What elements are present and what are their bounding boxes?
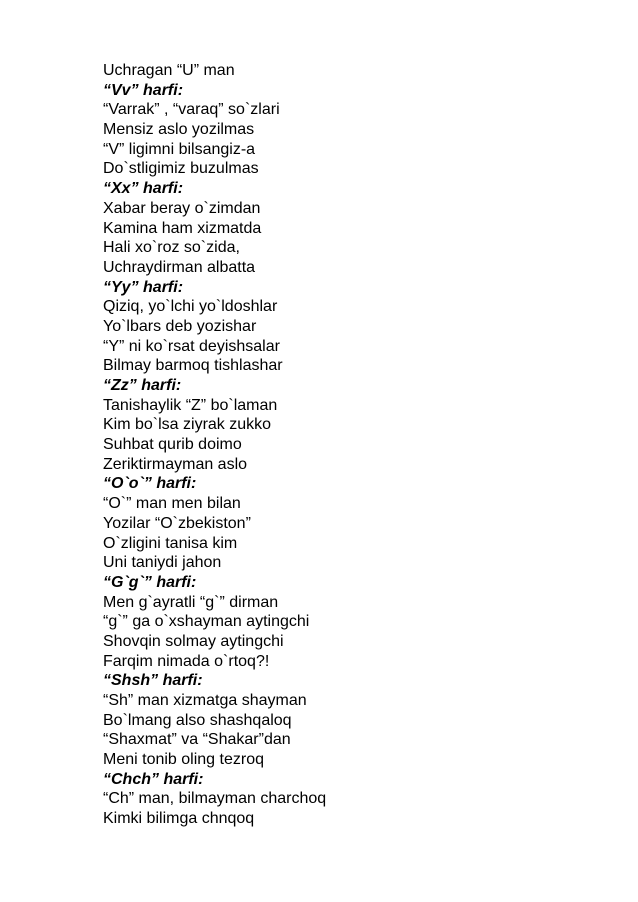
letter-heading: “G`g`” harfi:: [103, 573, 197, 591]
letter-heading: “Yy” harfi:: [103, 278, 184, 296]
poem-line: “V” ligimni bilsangiz-a: [103, 140, 256, 158]
poem-line: O`zligini tanisa kim: [103, 534, 238, 552]
poem-line: Men g`ayratli “g`” dirman: [103, 593, 279, 611]
poem-line: Uchragan “U” man: [103, 62, 235, 79]
poem-line: Kamina ham xizmatda: [103, 219, 262, 237]
letter-heading: “Vv” harfi:: [103, 81, 184, 99]
poem-line: Tanishaylik “Z” bo`laman: [103, 396, 278, 414]
poem-line: Xabar beray o`zimdan: [103, 199, 261, 217]
poem-line: “Varrak” , “varaq” so`zlari: [103, 101, 280, 119]
poem-line: “Y” ni ko`rsat deyishsalar: [103, 337, 280, 355]
poem-line: Kimki bilimga chnqoq: [103, 810, 255, 828]
poem-line: Qiziq, yo`lchi yo`ldoshlar: [103, 298, 278, 316]
letter-heading: “Shsh” harfi:: [103, 672, 203, 690]
poem-line: Bo`lmang also shashqaloq: [103, 711, 292, 729]
letter-heading: “Zz” harfi:: [103, 377, 182, 394]
poem-line: Farqim nimada o`rtoq?!: [103, 652, 270, 670]
poem-line: Uni taniydi jahon: [103, 554, 222, 572]
letter-heading: “O`o`” harfi:: [103, 475, 197, 493]
poem-line: Hali xo`roz so`zida,: [103, 239, 240, 257]
poem-line: “O`” man men bilan: [103, 495, 241, 513]
poem-line: Do`stligimiz buzulmas: [103, 160, 259, 178]
document-page: [103, 61, 603, 829]
poem-line: Yozilar “O`zbekiston”: [103, 514, 251, 532]
poem-line: Suhbat qurib doimo: [103, 436, 242, 454]
poem-line: Mensiz aslo yozilmas: [103, 121, 255, 139]
letter-heading: “Chch” harfi:: [103, 770, 204, 788]
poem-line: “Ch” man, bilmayman charchoq: [103, 790, 327, 808]
poem-line: Shovqin solmay aytingchi: [103, 632, 284, 650]
poem-line: “Shaxmat” va “Shakar”dan: [103, 731, 291, 749]
poem-line: Bilmay barmoq tishlashar: [103, 357, 283, 375]
letter-heading: “Xx” harfi:: [103, 180, 184, 198]
poem-line: Yo`lbars deb yozishar: [103, 317, 257, 335]
poem-line: Meni tonib oling tezroq: [103, 751, 264, 769]
poem-line: Zeriktirmayman aslo: [103, 455, 248, 473]
poem-line: “Sh” man xizmatga shayman: [103, 692, 307, 709]
poem-line: Uchraydirman albatta: [103, 258, 256, 276]
poem-line: Kim bo`lsa ziyrak zukko: [103, 416, 272, 434]
poem-line: “g`” ga o`xshayman aytingchi: [103, 613, 310, 631]
